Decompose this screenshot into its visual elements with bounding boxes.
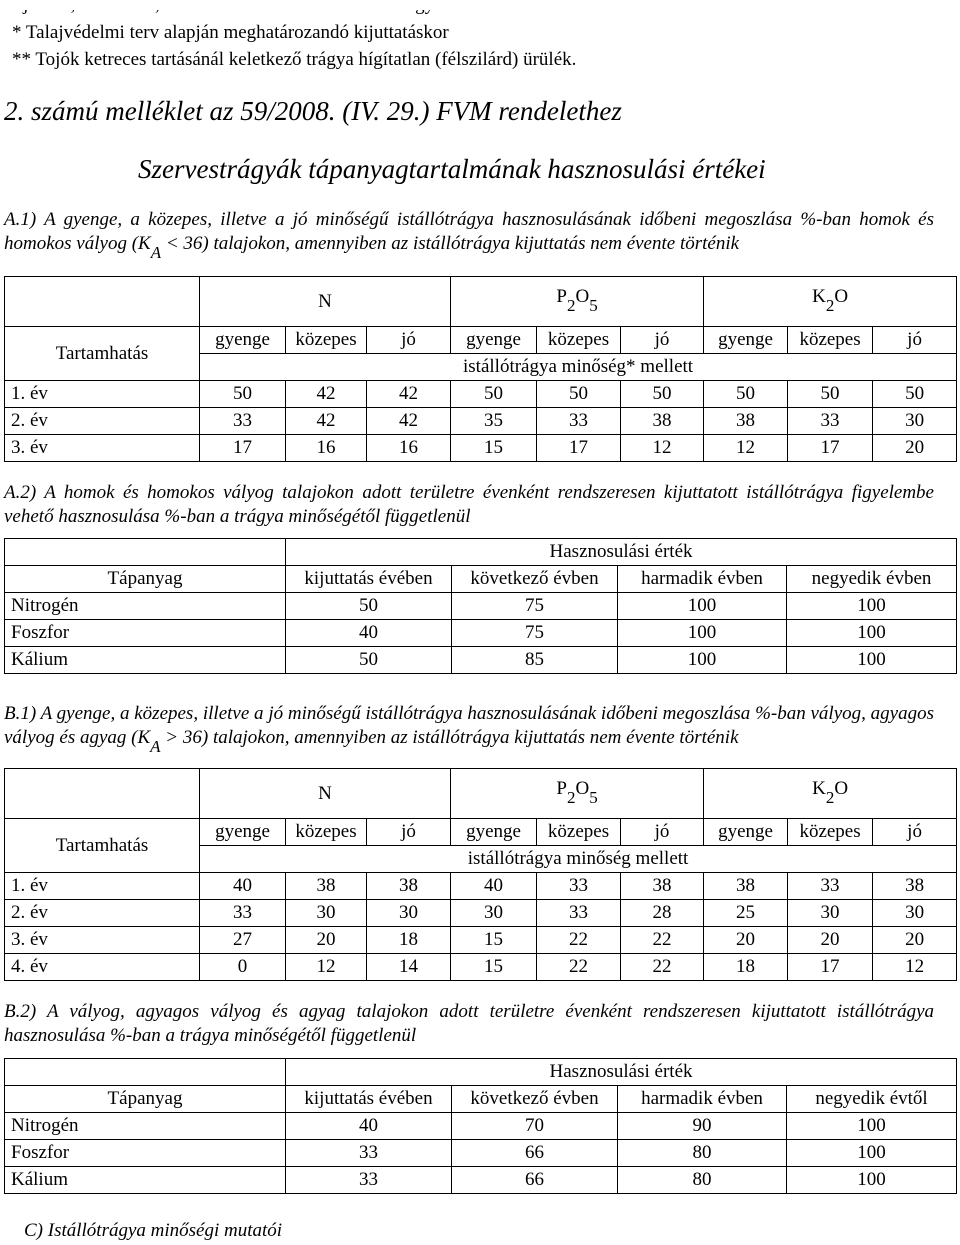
cell: 18 xyxy=(367,927,451,954)
cell: 40 xyxy=(451,873,537,900)
cell: 80 xyxy=(618,1140,787,1167)
cell: 15 xyxy=(451,954,537,981)
cell: 12 xyxy=(704,435,788,462)
cell: 38 xyxy=(873,873,957,900)
cell: 30 xyxy=(788,900,873,927)
cell: 40 xyxy=(286,620,452,647)
empty-cell xyxy=(5,277,200,327)
cell: 50 xyxy=(621,381,704,408)
column-header: negyedik évtől xyxy=(787,1086,957,1113)
empty-cell xyxy=(5,1059,286,1086)
cell: 38 xyxy=(621,408,704,435)
cell: 33 xyxy=(788,873,873,900)
cell: 66 xyxy=(452,1167,618,1194)
quality-label: gyenge xyxy=(704,819,788,846)
table-row xyxy=(5,381,957,408)
cell: 33 xyxy=(200,900,286,927)
table-row xyxy=(5,620,957,647)
nutrient-p2o5-header: $P_2O_5$ xyxy=(451,769,704,819)
cell: 28 xyxy=(621,900,704,927)
row-label: Kálium xyxy=(5,1167,286,1194)
cell: 20 xyxy=(286,927,367,954)
cell: 15 xyxy=(451,435,537,462)
quality-label: jó xyxy=(873,819,957,846)
row-label: 2. év xyxy=(5,408,200,435)
quality-label: gyenge xyxy=(200,327,286,354)
table-b2-column-row xyxy=(5,1086,957,1113)
cell: 22 xyxy=(621,954,704,981)
table-a1 xyxy=(4,276,957,462)
row-label: Foszfor xyxy=(5,1140,286,1167)
table-a1-quality-row xyxy=(5,327,957,354)
annex-title: 2. számú melléklet az 59/2008. (IV. 29.) FVM rendelethez xyxy=(4,96,622,126)
cell: 90 xyxy=(618,1113,787,1140)
row-label: Foszfor xyxy=(5,620,286,647)
cell: 50 xyxy=(704,381,788,408)
quality-label: gyenge xyxy=(200,819,286,846)
cell: 35 xyxy=(451,408,537,435)
cell: 30 xyxy=(873,408,957,435)
table-row xyxy=(5,873,957,900)
nutrient-header: Tápanyag xyxy=(5,1086,286,1113)
cell: 50 xyxy=(788,381,873,408)
cell: 22 xyxy=(537,954,621,981)
cell: 50 xyxy=(451,381,537,408)
cell: 42 xyxy=(286,381,367,408)
section-a1-text: A.1) A gyenge, a közepes, illetve a jó minőségű istállótrágya hasznosulásának időbeni megoszlása %-ban homok és homokos vályog $(K_A < 36)$ talajokon, amennyiben az istállótrágya kijuttatás nem évente történik xyxy=(4,209,934,262)
cell: 38 xyxy=(704,873,788,900)
cell: 50 xyxy=(537,381,621,408)
main-title: Szervestrágyák tápanyagtartalmának hasznosulási értékei xyxy=(138,154,766,184)
empty-cell xyxy=(5,769,200,819)
cell: 30 xyxy=(286,900,367,927)
section-b1-text: B.1) A gyenge, a közepes, illetve a jó minőségű istállótrágya hasznosulásának időbeni megoszlása %-ban vályog, agyagos vályog és agyag $(K_A > 36)$ talajokon, amennyiben az istállótrágya kijuttatás nem évente történik xyxy=(4,703,934,756)
quality-label: közepes xyxy=(537,819,621,846)
cell: 30 xyxy=(451,900,537,927)
cell: 100 xyxy=(787,620,957,647)
table-a1-nutrient-row xyxy=(5,277,957,327)
row-label: 1. év xyxy=(5,381,200,408)
quality-caption: istállótrágya minőség* mellett xyxy=(200,354,957,381)
table-b2 xyxy=(4,1058,957,1194)
cell: 100 xyxy=(787,1113,957,1140)
row-label-header: Tartamhatás xyxy=(5,327,200,381)
page-top-edge xyxy=(0,0,960,10)
note-line-3: ** Tojók ketreces tartásánál keletkező trágya hígítatlan (félszilárd) ürülék. xyxy=(12,49,577,70)
quality-label: közepes xyxy=(788,819,873,846)
table-a2-group-row xyxy=(5,539,957,566)
cell: 12 xyxy=(621,435,704,462)
table-b1 xyxy=(4,768,957,981)
row-label: 1. év xyxy=(5,873,200,900)
cell: 85 xyxy=(452,647,618,674)
cell: 33 xyxy=(286,1140,452,1167)
table-row xyxy=(5,1140,957,1167)
cell: 100 xyxy=(787,1140,957,1167)
column-header: következő évben xyxy=(452,1086,618,1113)
cell: 66 xyxy=(452,1140,618,1167)
cell: 25 xyxy=(704,900,788,927)
cell: 0 xyxy=(200,954,286,981)
cell: 75 xyxy=(452,620,618,647)
cell: 42 xyxy=(367,381,451,408)
cell: 30 xyxy=(873,900,957,927)
table-row xyxy=(5,1167,957,1194)
quality-label: gyenge xyxy=(451,327,537,354)
row-label: 4. év xyxy=(5,954,200,981)
section-c-title: C) Istállótrágya minőségi mutatói xyxy=(24,1220,283,1241)
cell: 33 xyxy=(537,408,621,435)
cell: 12 xyxy=(286,954,367,981)
cell: 30 xyxy=(367,900,451,927)
table-row xyxy=(5,954,957,981)
cell: 100 xyxy=(618,593,787,620)
row-label: 3. év xyxy=(5,927,200,954)
cell: 42 xyxy=(286,408,367,435)
cell: 50 xyxy=(873,381,957,408)
cell: 33 xyxy=(200,408,286,435)
quality-label: gyenge xyxy=(451,819,537,846)
table-row xyxy=(5,408,957,435)
cell: 100 xyxy=(787,593,957,620)
cell: 33 xyxy=(286,1167,452,1194)
cell: 100 xyxy=(618,620,787,647)
nutrient-k2o-header: $K_2O$ xyxy=(704,277,957,327)
row-label: 3. év xyxy=(5,435,200,462)
cell: 20 xyxy=(873,435,957,462)
cell: 100 xyxy=(787,1167,957,1194)
row-label: 2. év xyxy=(5,900,200,927)
cell: 17 xyxy=(788,435,873,462)
table-a2 xyxy=(4,538,957,674)
row-label-header: Tartamhatás xyxy=(5,819,200,873)
cell: 22 xyxy=(621,927,704,954)
row-label: Kálium xyxy=(5,647,286,674)
cell: 50 xyxy=(286,647,452,674)
quality-label: jó xyxy=(621,819,704,846)
cell: 33 xyxy=(537,873,621,900)
row-label: Nitrogén xyxy=(5,593,286,620)
cell: 38 xyxy=(621,873,704,900)
cell: 38 xyxy=(286,873,367,900)
table-a2-column-row xyxy=(5,566,957,593)
table-row xyxy=(5,593,957,620)
cell: 16 xyxy=(367,435,451,462)
utilization-header: Hasznosulási érték xyxy=(286,1059,957,1086)
table-row xyxy=(5,647,957,674)
quality-label: közepes xyxy=(286,327,367,354)
cell: 100 xyxy=(787,647,957,674)
cell: 70 xyxy=(452,1113,618,1140)
table-row xyxy=(5,1113,957,1140)
column-header: harmadik évben xyxy=(618,566,787,593)
nutrient-n-header: N xyxy=(200,277,451,327)
cell: 22 xyxy=(537,927,621,954)
table-row xyxy=(5,900,957,927)
cell: 17 xyxy=(537,435,621,462)
cell: 18 xyxy=(704,954,788,981)
cell: 40 xyxy=(200,873,286,900)
cell: 27 xyxy=(200,927,286,954)
cell: 33 xyxy=(537,900,621,927)
quality-label: közepes xyxy=(537,327,621,354)
quality-label: jó xyxy=(367,819,451,846)
cell: 33 xyxy=(788,408,873,435)
column-header: kijuttatás évében xyxy=(286,566,452,593)
empty-cell xyxy=(5,539,286,566)
column-header: harmadik évben xyxy=(618,1086,787,1113)
quality-label: jó xyxy=(367,327,451,354)
column-header: kijuttatás évében xyxy=(286,1086,452,1113)
nutrient-n-header: N xyxy=(200,769,451,819)
quality-label: jó xyxy=(873,327,957,354)
cell: 42 xyxy=(367,408,451,435)
nutrient-p2o5-header: $P_2O_5$ xyxy=(451,277,704,327)
table-b2-group-row xyxy=(5,1059,957,1086)
nutrient-k2o-header: $K_2O$ xyxy=(704,769,957,819)
cell: 12 xyxy=(873,954,957,981)
cell: 17 xyxy=(788,954,873,981)
cell: 17 xyxy=(200,435,286,462)
cell: 14 xyxy=(367,954,451,981)
column-header: következő évben xyxy=(452,566,618,593)
row-label: Nitrogén xyxy=(5,1113,286,1140)
table-row xyxy=(5,435,957,462)
cell: 100 xyxy=(618,647,787,674)
cell: 38 xyxy=(367,873,451,900)
section-b2-text: B.2) A vályog, agyagos vályog és agyag talajokon adott területre évenként rendszeresen kijuttatott istállótrágya hasznosulása %-ban a trágya minőségétől függetlenül xyxy=(4,1001,934,1046)
table-b1-quality-row xyxy=(5,819,957,846)
cell: 75 xyxy=(452,593,618,620)
quality-label: gyenge xyxy=(704,327,788,354)
column-header: negyedik évben xyxy=(787,566,957,593)
cell: 38 xyxy=(704,408,788,435)
cell: 40 xyxy=(286,1113,452,1140)
quality-caption: istállótrágya minőség mellett xyxy=(200,846,957,873)
cell: 20 xyxy=(873,927,957,954)
cell: 20 xyxy=(788,927,873,954)
cell: 16 xyxy=(286,435,367,462)
note-line-2: * Talajvédelmi terv alapján meghatározandó kijuttatáskor xyxy=(12,22,449,43)
cell: 20 xyxy=(704,927,788,954)
quality-label: közepes xyxy=(788,327,873,354)
table-b1-nutrient-row xyxy=(5,769,957,819)
cell: 15 xyxy=(451,927,537,954)
quality-label: jó xyxy=(621,327,704,354)
cell: 50 xyxy=(286,593,452,620)
cell: 80 xyxy=(618,1167,787,1194)
section-a2-text: A.2) A homok és homokos vályog talajokon adott területre évenként rendszeresen kijuttatott istállótrágya figyelembe vehető hasznosulása %-ban a trágya minőségétől függetlenül xyxy=(4,482,934,527)
utilization-header: Hasznosulási érték xyxy=(286,539,957,566)
table-row xyxy=(5,927,957,954)
nutrient-header: Tápanyag xyxy=(5,566,286,593)
cell: 50 xyxy=(200,381,286,408)
quality-label: közepes xyxy=(286,819,367,846)
